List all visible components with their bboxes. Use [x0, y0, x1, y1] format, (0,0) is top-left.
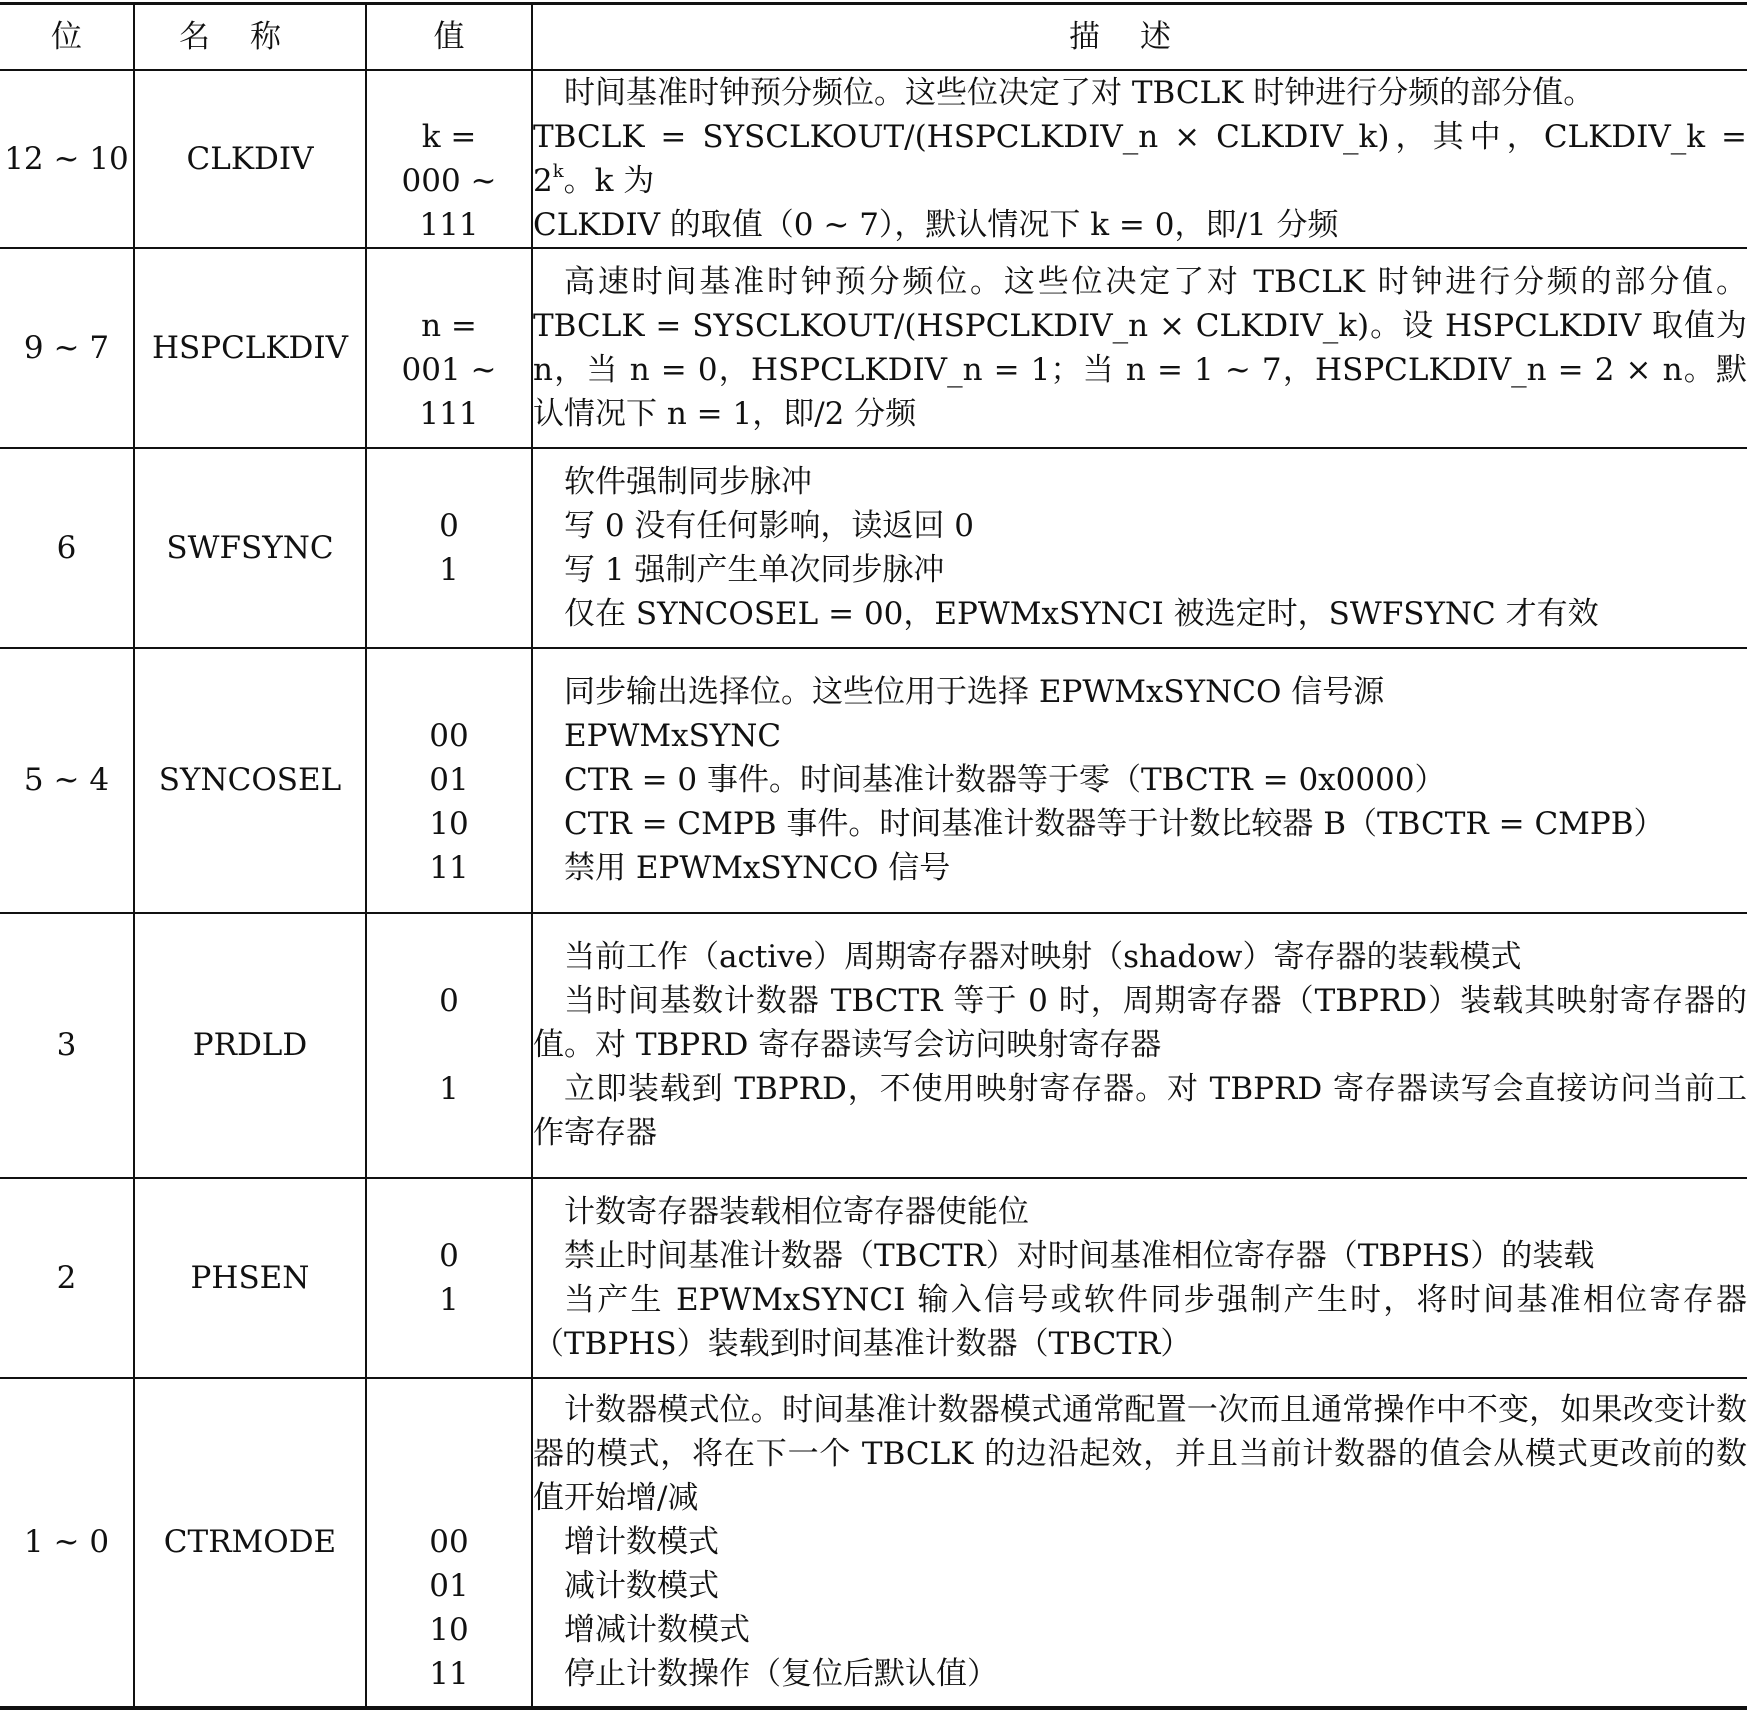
header-bit: 位 [0, 4, 134, 70]
value-line [367, 460, 531, 504]
row-value [366, 1178, 532, 1378]
row-description [532, 448, 1747, 648]
table-row [0, 648, 1747, 913]
desc-paragraph: 禁止时间基准计数器（TBCTR）对时间基准相位寄存器（TBPHS）的装载 [564, 1237, 1595, 1274]
table-row [0, 1378, 1747, 1708]
desc-line: 同步输出选择位。这些位用于选择 EPWMxSYNCO 信号源 [564, 674, 1385, 710]
desc-paragraph: 当前工作（active）周期寄存器对映射（shadow）寄存器的装载模式 [564, 939, 1522, 975]
desc-line [533, 115, 1747, 203]
value-line [367, 1388, 531, 1432]
table-row [0, 1178, 1747, 1378]
desc-line: 写 0 没有任何影响，读返回 0 [564, 507, 975, 544]
value-line: 001 ~ 111 [401, 351, 497, 432]
value-line [367, 592, 531, 636]
value-line [367, 1023, 531, 1067]
value-line [367, 670, 531, 714]
desc-line: 仅在 SYNCOSEL = 00，EPWMxSYNCI 被选定时，SWFSYNC 才有效 [564, 595, 1599, 632]
table-header-row [0, 4, 1747, 70]
value-line: 10 [429, 806, 469, 842]
desc-paragraph: 当产生 EPWMxSYNCI 输入信号或软件同步强制产生时，将时间基准相位寄存器（TBPHS）装载到时间基准计数器（TBCTR） [533, 1281, 1747, 1362]
desc-line: 增减计数模式 [564, 1612, 750, 1648]
row-name: HSPCLKDIV [134, 248, 366, 448]
desc-formula-tail: 。k 为 [563, 162, 655, 199]
row-description [532, 648, 1747, 913]
row-name: SWFSYNC [134, 448, 366, 648]
header-value: 值 [366, 4, 532, 70]
row-bit: 12 ~ 10 [0, 70, 134, 248]
desc-line: 时间基准时钟预分频位。这些位决定了对 TBCLK 时钟进行分频的部分值。 [564, 74, 1595, 111]
row-description [532, 913, 1747, 1178]
value-line [367, 1432, 531, 1476]
value-line: 00 [429, 1524, 469, 1560]
row-description [532, 248, 1747, 448]
row-value [366, 913, 532, 1178]
value-line: 0 [439, 1237, 459, 1274]
row-description [532, 1178, 1747, 1378]
value-line: 11 [429, 1656, 469, 1692]
table-row [0, 70, 1747, 248]
row-value [366, 70, 532, 248]
value-line [367, 1322, 531, 1366]
desc-line: 写 1 强制产生单次同步脉冲 [564, 551, 945, 588]
desc-line: CTR = 0 事件。时间基准计数器等于零（TBCTR = 0x0000） [564, 762, 1446, 798]
value-line: 0 [439, 983, 459, 1019]
desc-paragraph: 当时间基数计数器 TBCTR 等于 0 时，周期寄存器（TBPRD）装载其映射寄存器的值。对 TBPRD 寄存器读写会访问映射寄存器 [533, 983, 1747, 1063]
value-line: 11 [429, 850, 469, 886]
desc-line: CTR = CMPB 事件。时间基准计数器等于计数比较器 B（TBCTR = CMPB） [564, 806, 1665, 842]
table-row [0, 248, 1747, 448]
desc-line: 停止计数操作（复位后默认值） [564, 1656, 998, 1692]
table-row [0, 448, 1747, 648]
desc-line: 软件强制同步脉冲 [564, 463, 812, 500]
value-line: 000 ~ 111 [401, 162, 497, 243]
desc-line: CLKDIV 的取值（0 ~ 7），默认情况下 k = 0，即/1 分频 [533, 206, 1339, 243]
row-bit: 2 [0, 1178, 134, 1378]
row-description [532, 70, 1747, 248]
value-line: 00 [429, 718, 469, 754]
row-bit: 6 [0, 448, 134, 648]
value-line: k = [421, 118, 477, 155]
desc-line: 减计数模式 [564, 1568, 719, 1604]
row-bit: 9 ~ 7 [0, 248, 134, 448]
value-line: 10 [429, 1612, 469, 1648]
value-line: n = [421, 307, 477, 344]
row-name: PHSEN [134, 1178, 366, 1378]
value-line: 1 [439, 551, 459, 588]
row-bit: 3 [0, 913, 134, 1178]
desc-formula: TBCLK = SYSCLKOUT/(HSPCLKDIV_n × CLKDIV_k)，其中，CLKDIV_k = 2 [533, 118, 1747, 199]
desc-paragraph: 高速时间基准时钟预分频位。这些位决定了对 TBCLK 时钟进行分频的部分值。TBCLK = SYSCLKOUT/(HSPCLKDIV_n × CLKDIV_k)。设 HSPCLKDIV 取值为 n，当 n = 0，HSPCLKDIV_n = 1；当 n = 1 ~ 7，HSPCLKDIV_n = 2 × n。默认情况下 n = 1，即/2 分频 [533, 263, 1747, 432]
value-line: 0 [439, 507, 459, 544]
desc-line: 增计数模式 [564, 1524, 719, 1560]
desc-paragraph: 计数寄存器装载相位寄存器使能位 [564, 1193, 1029, 1230]
desc-paragraph: 立即装载到 TBPRD，不使用映射寄存器。对 TBPRD 寄存器读写会直接访问当前工作寄存器 [533, 1071, 1747, 1151]
row-value [366, 1378, 532, 1708]
row-name: PRDLD [134, 913, 366, 1178]
desc-line: 禁用 EPWMxSYNCO 信号 [564, 850, 951, 886]
value-line [367, 1190, 531, 1234]
header-description: 描述 [532, 4, 1747, 70]
header-name: 名称 [134, 4, 366, 70]
row-description [532, 1378, 1747, 1708]
row-name: CLKDIV [134, 70, 366, 248]
table-row [0, 913, 1747, 1178]
desc-paragraph: 计数器模式位。时间基准计数器模式通常配置一次而且通常操作中不变，如果改变计数器的模式，将在下一个 TBCLK 的边沿起效，并且当前计数器的值会从模式更改前的数值开始增/减 [533, 1392, 1747, 1516]
row-name: CTRMODE [134, 1378, 366, 1708]
value-line: 01 [429, 1568, 469, 1604]
register-bit-table [0, 2, 1747, 1710]
row-value [366, 648, 532, 913]
value-line [367, 1111, 531, 1155]
value-line [367, 935, 531, 979]
row-value [366, 448, 532, 648]
desc-line: EPWMxSYNC [564, 718, 782, 754]
value-line [367, 1476, 531, 1520]
value-line: 1 [439, 1071, 459, 1107]
row-bit: 1 ~ 0 [0, 1378, 134, 1708]
value-line: 01 [429, 762, 469, 798]
value-line: 1 [439, 1281, 459, 1318]
row-name: SYNCOSEL [134, 648, 366, 913]
desc-superscript: k [552, 161, 564, 183]
row-bit: 5 ~ 4 [0, 648, 134, 913]
row-value [366, 248, 532, 448]
